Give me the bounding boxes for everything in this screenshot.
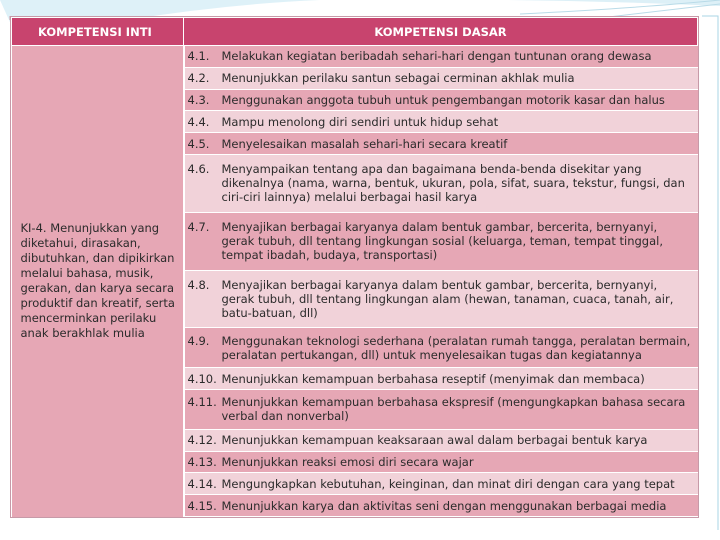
kd-text: Menyajikan berbagai karyanya dalam bentuk gambar, bercerita, bernyanyi, gerak tubuh, dll tentang lingkungan alam (hewan, tanaman, cuaca, tanah, air, batu-batuan, dll)	[221, 277, 674, 320]
table-row	[12, 46, 698, 68]
kd-text: Mengungkapkan kebutuhan, keinginan, dan minat diri dengan cara yang tepat	[221, 476, 675, 491]
kd-cell	[184, 133, 698, 155]
kd-number: 4.2.	[187, 71, 210, 86]
kd-cell	[184, 89, 698, 111]
header-kompetensi-inti: KOMPETENSI INTI	[12, 18, 184, 46]
kd-cell	[184, 46, 698, 68]
kd-number: 4.13.	[187, 454, 217, 469]
kd-number: 4.3.	[187, 93, 210, 108]
kd-cell	[184, 389, 698, 429]
kd-number: 4.10.	[187, 371, 217, 386]
kd-text: Menyelesaikan masalah sehari-hari secara kreatif	[221, 136, 508, 151]
kd-cell	[184, 67, 698, 89]
kd-number: 4.12.	[187, 433, 217, 448]
table-header-row	[12, 18, 698, 46]
kd-text: Menunjukkan reaksi emosi diri secara wajar	[221, 454, 474, 469]
kd-text: Menggunakan anggota tubuh untuk pengembangan motorik kasar dan halus	[221, 93, 665, 108]
kd-cell	[184, 212, 698, 270]
kd-cell	[184, 368, 698, 390]
kd-text: Menunjukkan perilaku santun sebagai cerminan akhlak mulia	[221, 71, 575, 86]
kd-text: Menunjukkan kemampuan berbahasa ekspresif (mengungkapkan bahasa secara verbal dan nonverbal)	[221, 395, 686, 424]
kd-cell	[184, 429, 698, 451]
kd-text: Menunjukkan kemampuan keaksaraan awal dalam berbagai bentuk karya	[221, 433, 648, 448]
kd-text: Menyampaikan tentang apa dan bagaimana benda-benda disekitar yang dikenalnya (nama, warna, bentuk, ukuran, pola, sifat, suara, tekstur, fungsi, dan ciri-ciri lainnya) melalui berbagai hasil karya	[221, 162, 685, 205]
kd-cell	[184, 451, 698, 473]
kd-number: 4.8.	[187, 277, 210, 292]
kd-number: 4.6.	[187, 162, 210, 177]
kd-cell	[184, 328, 698, 368]
kd-cell	[184, 270, 698, 328]
kd-text: Menunjukkan kemampuan berbahasa reseptif (menyimak dan membaca)	[221, 371, 645, 386]
kd-text: Menyajikan berbagai karyanya dalam bentuk gambar, bercerita, bernyanyi, gerak tubuh, dll tentang lingkungan sosial (keluarga, teman, tempat tinggal, tempat ibadah, budaya, transportasi)	[221, 220, 663, 263]
kd-cell	[184, 473, 698, 495]
kd-number: 4.15.	[187, 498, 217, 513]
kd-number: 4.5.	[187, 136, 210, 151]
kd-text: Menggunakan teknologi sederhana (peralatan rumah tangga, peralatan bermain, peralatan pertukangan, dll) untuk menyelesaikan tugas dan kegiatannya	[221, 333, 691, 362]
kd-text: Mampu menolong diri sendiri untuk hidup sehat	[221, 114, 499, 129]
header-kompetensi-dasar: KOMPETENSI DASAR	[184, 18, 698, 46]
kd-number: 4.9.	[187, 333, 210, 348]
competency-table	[10, 16, 699, 518]
kd-text: Menunjukkan karya dan aktivitas seni dengan menggunakan berbagai media	[221, 498, 667, 513]
kd-number: 4.4.	[187, 114, 210, 129]
kd-cell	[184, 155, 698, 213]
kd-cell	[184, 111, 698, 133]
kd-number: 4.1.	[187, 49, 210, 64]
kd-number: 4.14.	[187, 476, 217, 491]
kd-text: Melakukan kegiatan beribadah sehari-hari dengan tuntunan orang dewasa	[221, 49, 652, 64]
kd-number: 4.11.	[187, 395, 217, 410]
ki-4-description: KI-4. Menunjukkan yang diketahui, dirasakan, dibutuhkan, dan dipikirkan melalui bahasa, musik, gerakan, dan karya secara produktif dan kreatif, serta mencerminkan perilaku anak berakhlak mulia	[12, 46, 184, 517]
kd-cell	[184, 495, 698, 517]
kd-number: 4.7.	[187, 220, 210, 235]
